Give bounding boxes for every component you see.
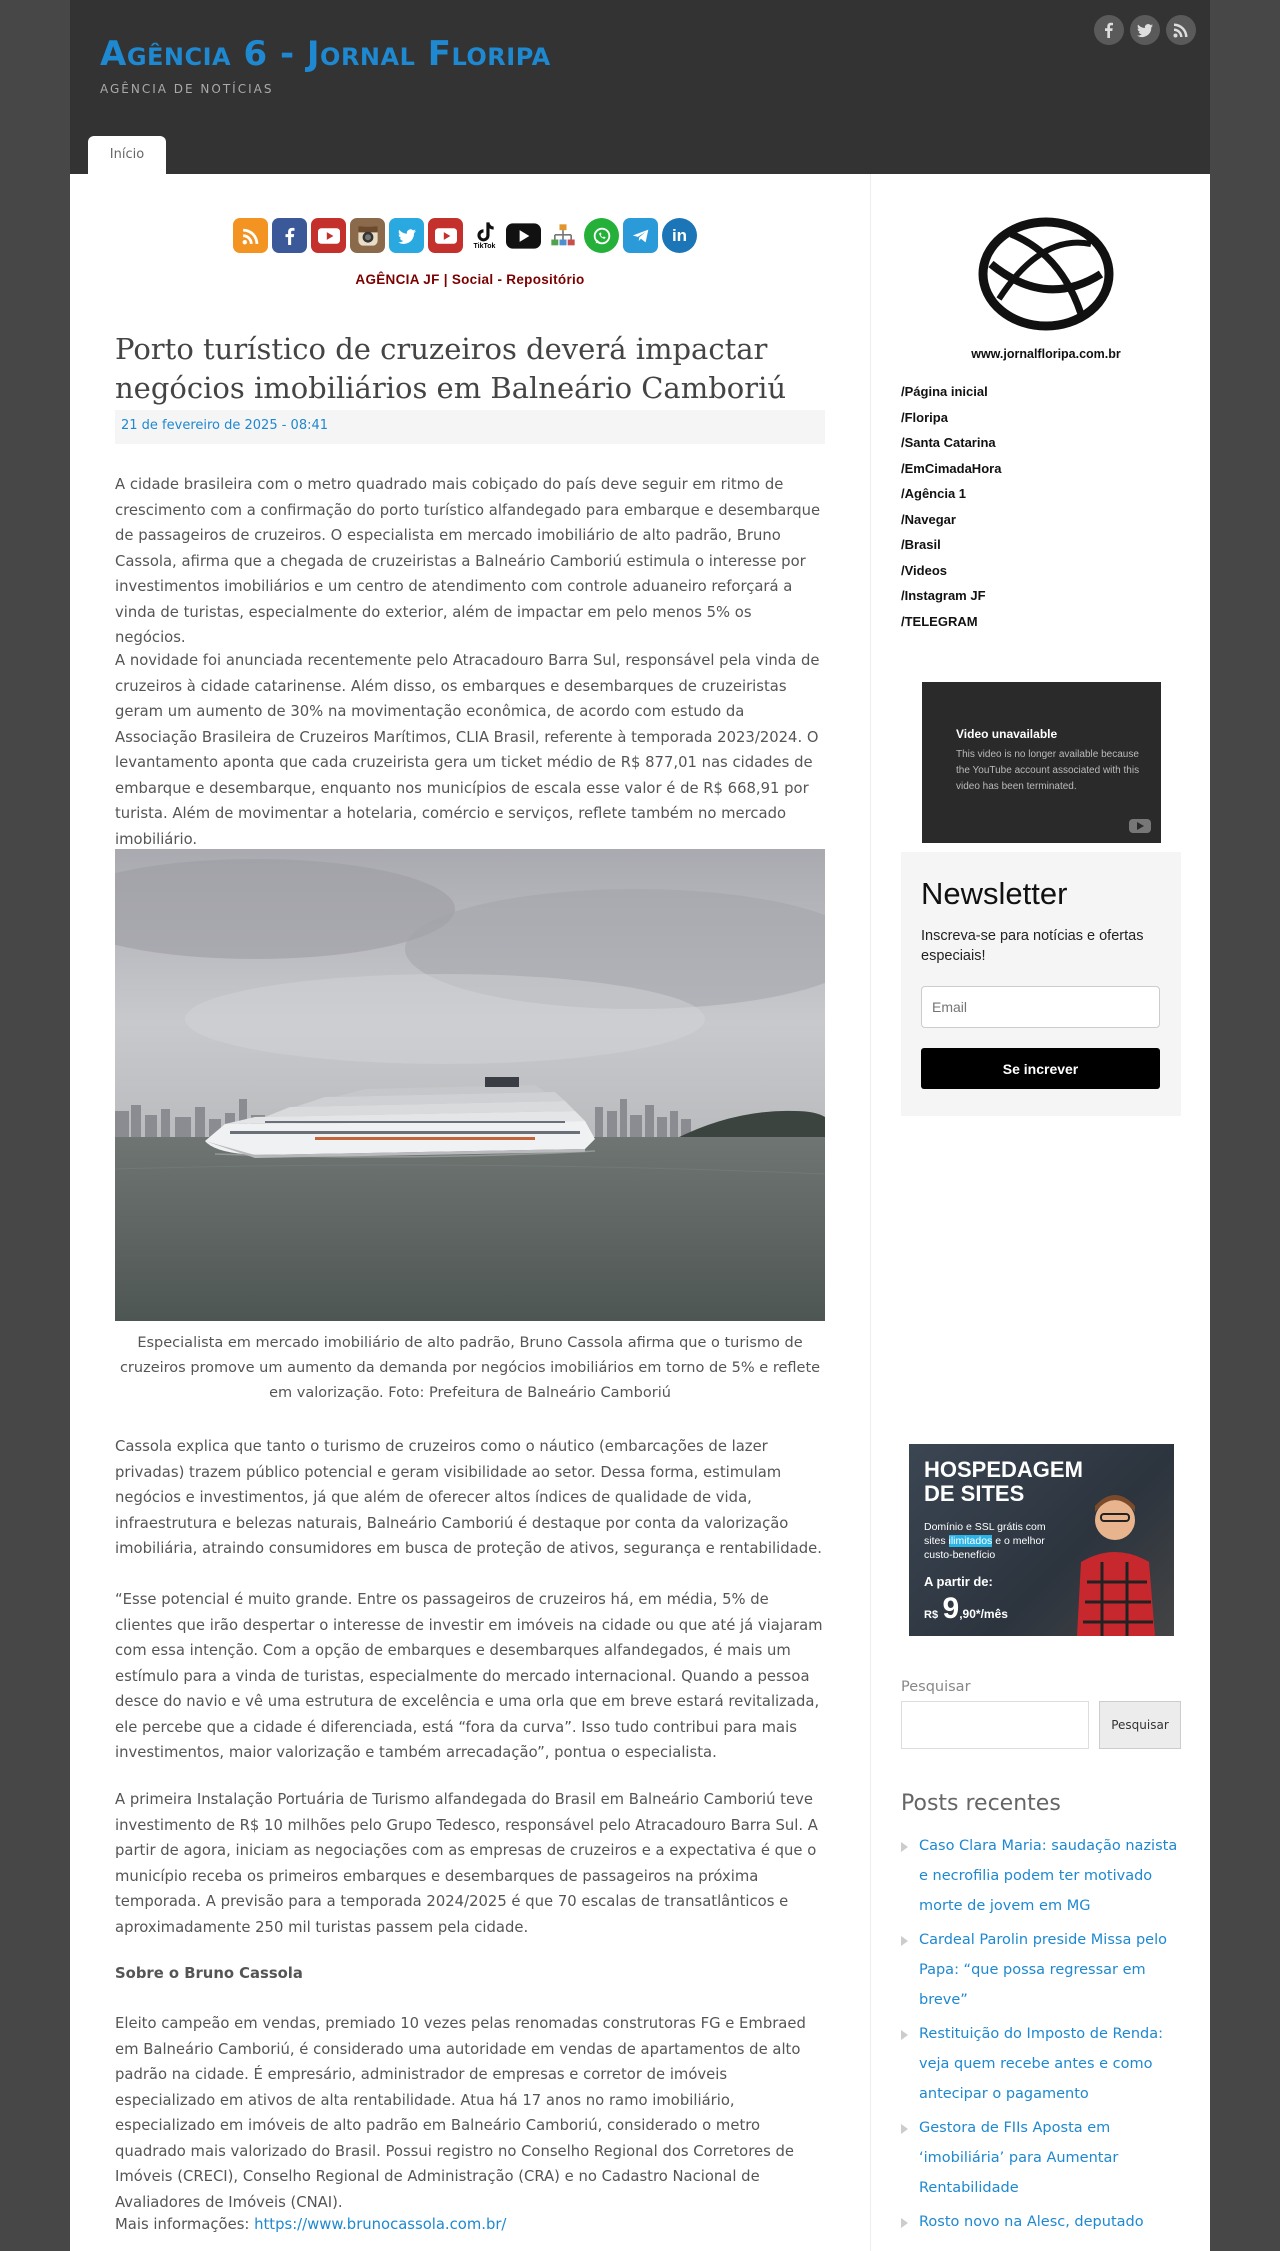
logo-url-text: www.jornalfloripa.com.br	[971, 347, 1121, 361]
recent-posts-title: Posts recentes	[901, 1791, 1061, 1816]
site-description: AGÊNCIA DE NOTÍCIAS	[100, 82, 274, 96]
youtube-icon[interactable]	[1129, 819, 1151, 833]
twitter-icon[interactable]	[389, 218, 424, 253]
article-paragraph: Eleito campeão em vendas, premiado 10 vezes pelas renomadas construtoras FG e Embraed em Balneário Camboriú, é considerado uma autoridade em vendas de apartamentos de alto padrão na cidade. É empresário, administrador de empresas e corretor de imóveis especializado em ativos de alta rentabilidade. Atua há 17 anos no ramo imobiliário, especializado em imóveis de alto padrão em Balneário Camboriú, considerado o metro quadrado mais valorizado do Brasil. Possui registro no Conselho Regional dos Corretores de Imóveis (CRECI), Conselho Regional de Administração (CRA) e no Cadastro Nacional de Avaliadores de Imóveis (CNAI).	[115, 2015, 806, 2211]
recent-post-link[interactable]: Rosto novo na Alesc, deputado	[901, 2207, 1181, 2237]
tiktok-label: TikTok	[473, 243, 496, 250]
newsletter-text: Inscreva-se para notícias e ofertas especiais!	[921, 928, 1144, 964]
youtube-icon[interactable]	[428, 218, 463, 253]
recent-post-link[interactable]: Caso Clara Maria: saudação nazista e necrofilia podem ter motivado morte de jovem em MG	[901, 1831, 1181, 1921]
ad-subtext-part: e o melhor custo-benefício	[924, 1535, 1045, 1561]
video-embed[interactable]	[922, 682, 1161, 843]
linkedin-icon[interactable]: in	[662, 218, 697, 253]
more-info-line	[115, 2212, 825, 2238]
sidebar-link[interactable]: /Instagram JF	[901, 588, 986, 603]
hosting-ad-banner[interactable]	[909, 1444, 1174, 1636]
image-caption: Especialista em mercado imobiliário de alto padrão, Bruno Cassola afirma que o turismo de cruzeiros promove um aumento da demanda por negócios imobiliários em torno de 5% e reflete em valorização. Foto: Prefeitura de Balneário Camboriú	[119, 1335, 821, 1401]
rss-icon[interactable]	[1166, 15, 1196, 45]
sitemap-icon[interactable]	[545, 218, 580, 253]
play-icon[interactable]	[506, 218, 541, 253]
instagram-icon[interactable]	[350, 218, 385, 253]
article-paragraph: A cidade brasileira com o metro quadrado mais cobiçado do país deve seguir em ritmo de crescimento com a confirmação do porto turístico alfandegado para embarque e desembarque de passageiros de cruzeiros. O especialista em mercado imobiliário de alto padrão, Bruno Cassola, afirma que a chegada de cruzeiristas a Balneário Camboriú estimula o interesse por investimentos imobiliários e um centro de atendimento com controle aduaneiro reforçará a vinda de turistas, especialmente do exterior, além de impactar em pelo menos 5% os negócios.	[115, 476, 821, 646]
search-button[interactable]: Pesquisar	[1099, 1701, 1181, 1749]
more-info-link[interactable]: https://www.brunocassola.com.br/	[254, 2216, 507, 2233]
sidebar-link[interactable]: /Navegar	[901, 511, 956, 527]
article-paragraph: “Esse potencial é muito grande. Entre os passageiros de cruzeiros há, em média, 5% de clientes que irão despertar o interesse de investir em imóveis na cidade ou que até já viajaram com essa intenção. Com a opção de embarques e desembarques alfandegados, é mais um estímulo para a vinda de turistas, especialmente do mercado internacional. Quando a pessoa desce do navio e vê uma estrutura de excelência e uma orla que em breve estará revitalizada, ele percebe que a cidade é diferenciada, está “fora da curva”. Isso tudo contribui para mais investimentos, maior valorização e também arrecadação”, pontua o especialista.	[115, 1591, 823, 1761]
article-paragraph: A novidade foi anunciada recentemente pelo Atracadouro Barra Sul, responsável pela vinda de cruzeiros à cidade catarinense. Além disso, os embarques e desembarques de cruzeiristas geram um aumento de 30% na movimentação econômica, de acordo com estudo da Associação Brasileira de Cruzeiros Marítimos, CLIA Brasil, referente à temporada 2023/2024. O levantamento aponta que cada cruzeirista gera um ticket médio de R$ 877,01 nas cidades de embarque e desembarque, enquanto nos municípios de escala esse valor é de R$ 668,91 por turista. Além de movimentar a hotelaria, comércio e serviços, reflete também no mercado imobiliário.	[115, 652, 820, 848]
ad-price-cents: ,90*	[959, 1607, 981, 1621]
sidebar-links	[901, 379, 1001, 634]
youtube-icon[interactable]	[311, 218, 346, 253]
video-title: Video unavailable	[956, 727, 1058, 741]
ad-headline: HOSPEDAGEM DE SITES	[924, 1457, 1083, 1506]
sidebar-link[interactable]: /Santa Catarina	[901, 435, 996, 450]
post-date[interactable]: 21 de fevereiro de 2025 - 08:41	[115, 410, 825, 444]
post-title: Porto turístico de cruzeiros deverá impactar negócios imobiliários em Balneário Camboriú	[115, 332, 787, 405]
ad-price	[924, 1592, 1008, 1626]
more-info-label: Mais informações:	[115, 2216, 255, 2233]
newsletter-title: Newsletter	[921, 876, 1068, 911]
newsletter-widget	[901, 852, 1181, 1116]
tiktok-icon[interactable]	[467, 218, 502, 253]
social-icon-bar	[233, 218, 697, 253]
telegram-icon[interactable]	[623, 218, 658, 253]
ad-currency: R$	[924, 1609, 939, 1621]
ad-price-main: 9	[942, 1592, 960, 1625]
search-input[interactable]	[901, 1701, 1089, 1749]
recent-post-link[interactable]: Restituição do Imposto de Renda: veja quem recebe antes e como antecipar o pagamento	[901, 2019, 1181, 2109]
rss-icon[interactable]	[233, 218, 268, 253]
section-heading: Sobre o Bruno Cassola	[115, 1965, 303, 1982]
ad-price-period: /mês	[980, 1607, 1008, 1621]
recent-posts-list	[901, 1831, 1181, 2241]
site-title[interactable]: Agência 6 - Jornal Floripa	[100, 34, 551, 74]
ad-subtext-part: Domínio e SSL grátis com sites	[924, 1521, 1046, 1547]
sidebar-link[interactable]: /EmCimadaHora	[901, 460, 1002, 476]
twitter-icon[interactable]	[1130, 15, 1160, 45]
sidebar-link[interactable]: /Agência 1	[901, 486, 967, 501]
sidebar-link[interactable]: /Videos	[901, 562, 948, 578]
ad-subtext-highlight: ilimitados	[948, 1535, 993, 1547]
newsletter-subscribe-button[interactable]: Se increver	[921, 1048, 1160, 1089]
facebook-icon[interactable]	[272, 218, 307, 253]
cruise-ship-photo	[115, 849, 825, 1321]
nav-home-tab[interactable]: Início	[88, 136, 166, 174]
jornal-floripa-logo[interactable]	[961, 214, 1131, 366]
sidebar-link[interactable]: /Floripa	[901, 409, 948, 425]
newsletter-email-input[interactable]	[921, 986, 1160, 1028]
sidebar-divider	[870, 174, 871, 2251]
whatsapp-icon[interactable]	[584, 218, 619, 253]
header-social-links	[1094, 15, 1196, 45]
repository-link[interactable]: AGÊNCIA JF | Social - Repositório	[355, 272, 585, 287]
ad-from-label: A partir de:	[924, 1574, 993, 1589]
article-paragraph: Cassola explica que tanto o turismo de cruzeiros como o náutico (embarcações de lazer privadas) trazem público potencial e geram visibilidade ao setor. Dessa forma, estimulam negócios e investimentos, já que além de oferecer altos índices de qualidade de vida, infraestrutura e belezas naturais, Balneário Camboriú é destaque por conta da valorização imobiliária, atraindo consumidores em busca de proteção de ativos, segurança e rentabilidade.	[115, 1438, 822, 1557]
recent-post-link[interactable]: Gestora de FIIs Aposta em ‘imobiliária’ para Aumentar Rentabilidade	[901, 2113, 1181, 2203]
page-container	[70, 0, 1210, 2251]
sidebar-link[interactable]: /TELEGRAM	[901, 613, 978, 629]
article-paragraph: A primeira Instalação Portuária de Turismo alfandegada do Brasil em Balneário Camboriú teve investimento de R$ 10 milhões pelo Grupo Tedesco, responsável pelo Atracadouro Barra Sul. A partir de agora, iniciam as negociações com as empresas de cruzeiros e a expectativa é que o município receba os primeiros embarques e desembarques de passageiros na próxima temporada. A previsão para a temporada 2024/2025 é que 70 escalas de transatlânticos e aproximadamente 250 mil turistas passem pela cidade.	[115, 1791, 818, 1936]
ad-person-illustration	[1057, 1482, 1167, 1636]
ad-subtext	[924, 1520, 1059, 1562]
search-label: Pesquisar	[901, 1679, 971, 1695]
site-header	[70, 0, 1210, 174]
sidebar-link[interactable]: /Página inicial	[901, 384, 988, 399]
sidebar-link[interactable]: /Brasil	[901, 537, 941, 552]
recent-post-link[interactable]: Cardeal Parolin preside Missa pelo Papa: “que possa regressar em breve”	[901, 1925, 1181, 2015]
video-message: This video is no longer available because the YouTube account associated with this video has been terminated.	[956, 749, 1140, 792]
facebook-icon[interactable]	[1094, 15, 1124, 45]
